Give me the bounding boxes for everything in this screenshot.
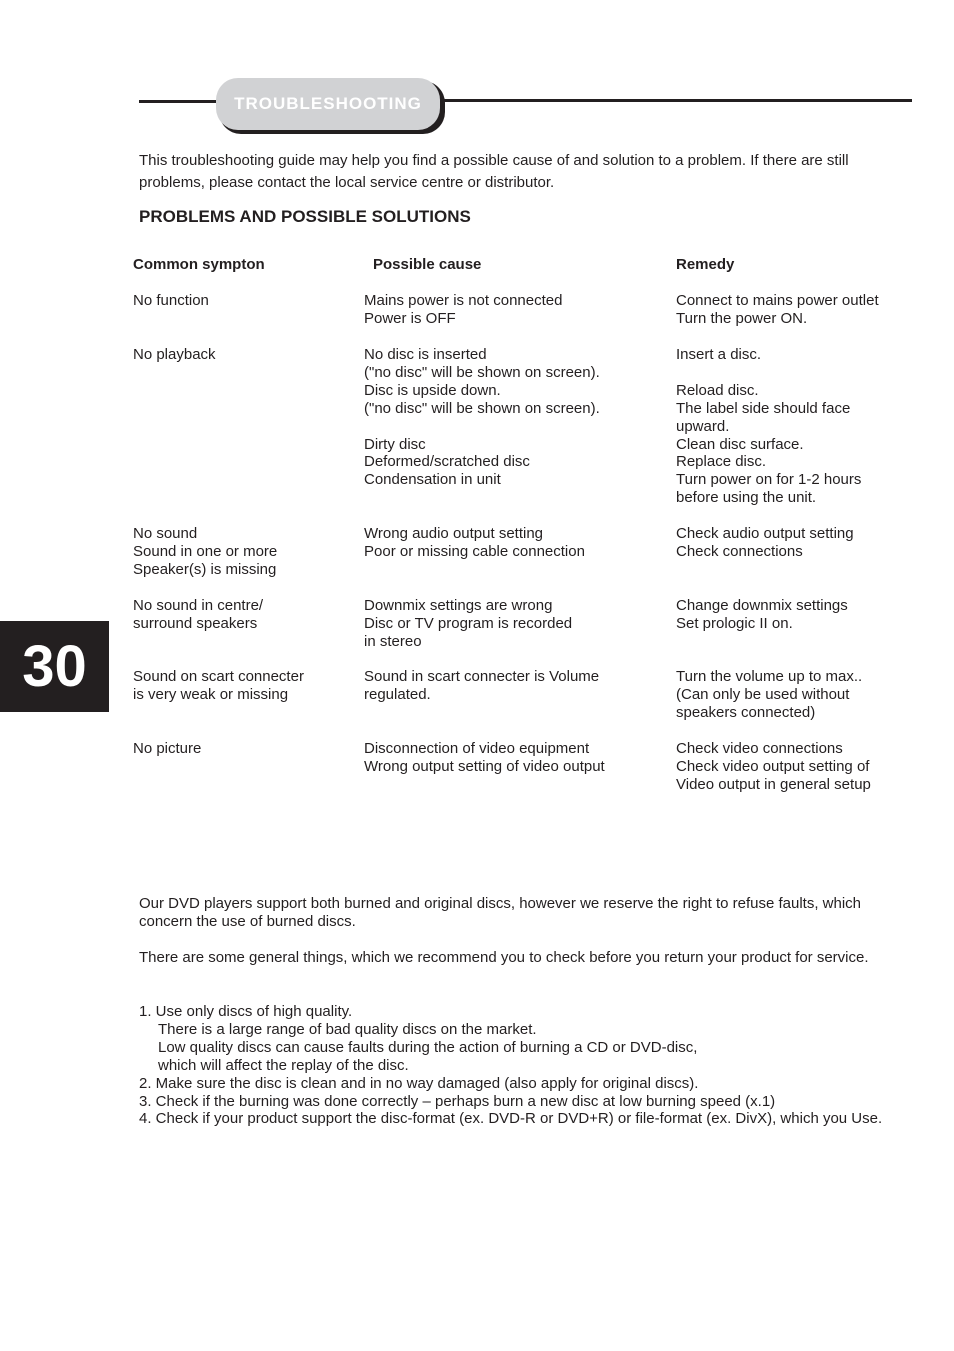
column-header-remedy: Remedy [676, 256, 735, 273]
remedy-cell: Change downmix settings Set prologic II on. [676, 597, 848, 632]
remedy-cell: Insert a disc. Reload disc. The label side should face upward. Clean disc surface. Replace disc. Turn power on for 1-2 hours before using the unit. [676, 346, 862, 507]
list-item: 3. Check if the burning was done correctly – perhaps burn a new disc at low burning speed (x.1) [139, 1092, 776, 1110]
remedy-cell: Check video connections Check video output setting of Video output in general setup [676, 740, 871, 793]
service-note: There are some general things, which we recommend you to check before you return your product for service. [139, 949, 869, 966]
list-item-detail: There is a large range of bad quality discs on the market. [158, 1020, 537, 1038]
list-item-detail: Low quality discs can cause faults during the action of burning a CD or DVD-disc, [158, 1038, 698, 1056]
cause-cell: Mains power is not connected Power is OFF [364, 292, 563, 327]
column-header-cause: Possible cause [373, 256, 482, 273]
column-header-symptom: Common sympton [133, 256, 265, 273]
list-item: 1. Use only discs of high quality. [139, 1003, 353, 1020]
problems-heading: PROBLEMS AND POSSIBLE SOLUTIONS [139, 207, 471, 226]
cause-cell: No disc is inserted ("no disc" will be shown on screen). Disc is upside down. ("no disc" will be shown on screen). Dirty disc Deformed/scratched disc Condensation in unit [364, 346, 600, 489]
remedy-cell: Connect to mains power outlet Turn the power ON. [676, 292, 879, 327]
cause-cell: Disconnection of video equipment Wrong output setting of video output [364, 740, 605, 775]
remedy-cell: Turn the volume up to max.. (Can only be used without speakers connected) [676, 668, 863, 721]
symptom-cell: No function [133, 292, 209, 309]
header-rule-left [139, 100, 221, 103]
section-tab [216, 78, 440, 130]
cause-cell: Sound in scart connecter is Volume regulated. [364, 668, 600, 703]
symptom-cell: No sound in centre/ surround speakers [133, 597, 264, 632]
symptom-cell: No picture [133, 740, 202, 757]
burned-disc-note: Our DVD players support both burned and original discs, however we reserve the right to refuse faults, which concern the use of burned discs. [139, 895, 862, 930]
checklist [139, 1003, 909, 1128]
symptom-cell: No playback [133, 346, 216, 363]
cause-cell: Wrong audio output setting Poor or missing cable connection [364, 525, 585, 560]
list-item-detail: which will affect the replay of the disc. [158, 1056, 409, 1074]
list-item: 2. Make sure the disc is clean and in no way damaged (also apply for original discs). [139, 1074, 699, 1092]
list-item: 4. Check if your product support the disc-format (ex. DVD-R or DVD+R) or file-format (ex. DivX), which you Use. [139, 1110, 883, 1128]
page-number: 30 [22, 634, 87, 699]
remedy-cell: Check audio output setting Check connections [676, 525, 854, 560]
section-title: TROUBLESHOOTING [234, 94, 422, 113]
page-number-box [0, 621, 109, 712]
intro-text: This troubleshooting guide may help you find a possible cause of and solution to a problem. If there are still problems, please contact the local service centre or distributor. [139, 152, 849, 191]
symptom-cell: No sound Sound in one or more Speaker(s) is missing [133, 525, 278, 578]
header-rule-right [440, 99, 912, 102]
symptom-cell: Sound on scart connecter is very weak or missing [133, 668, 304, 703]
cause-cell: Downmix settings are wrong Disc or TV program is recorded in stereo [364, 597, 573, 650]
